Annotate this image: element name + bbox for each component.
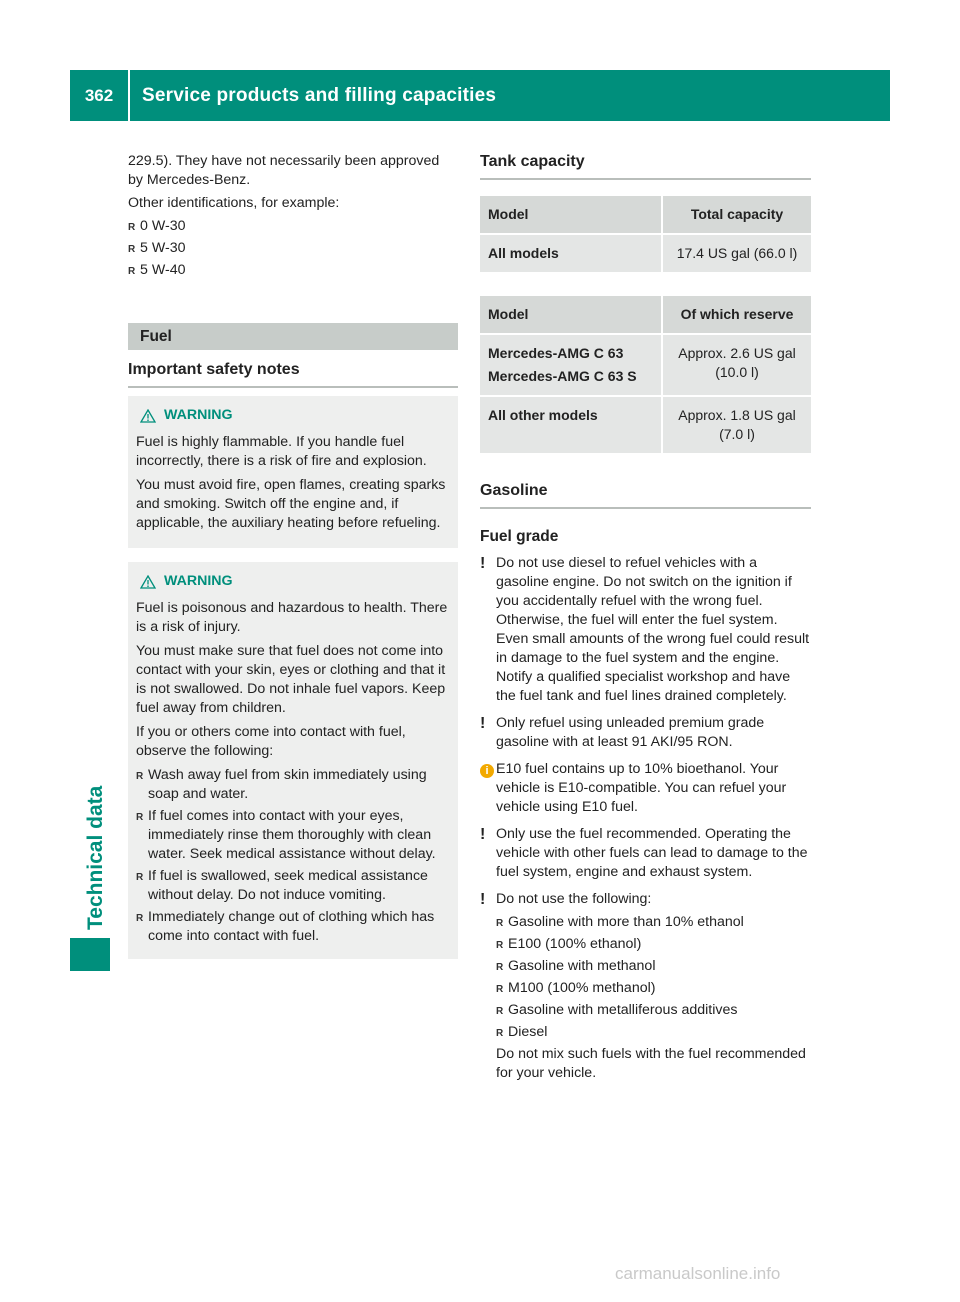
first-aid-list: [136, 766, 450, 946]
exclamation-icon: !: [480, 555, 486, 572]
note-text: Only use the fuel recommended. Operating the vehicle with other fuels can lead to damage to the fuel system, engine and exhaust system.: [496, 826, 808, 880]
examples-list: [128, 217, 458, 280]
list-item: R Gasoline with more than 10% ethanol: [496, 913, 811, 932]
table-cell: Approx. 2.6 US gal (10.0 l): [662, 334, 811, 396]
note-text: Do not mix such fuels with the fuel recommended for your vehicle.: [496, 1046, 806, 1081]
exclamation-icon: !: [480, 826, 486, 843]
note-text: Do not use the following:: [496, 891, 652, 907]
left-column: [128, 152, 458, 959]
caution-note: [480, 825, 811, 882]
warning-title: [136, 572, 450, 591]
warning-title: [136, 406, 450, 425]
table-header-row: [480, 296, 811, 334]
table-row: [480, 334, 811, 396]
table-header-cell: Total capacity: [662, 196, 811, 234]
warning-text: You must avoid fire, open flames, creating sparks and smoking. Switch off the engine and, if applicable, the auxiliary heating before refueling.: [136, 477, 446, 531]
table-header-row: [480, 196, 811, 234]
tank-capacity-heading: Tank capacity: [480, 152, 811, 180]
fuel-grade-heading: Fuel grade: [480, 528, 559, 545]
exclamation-icon: !: [480, 715, 486, 732]
note-body: [496, 890, 811, 1083]
warning-box: [128, 562, 458, 959]
warning-title-text: WARNING: [164, 573, 233, 589]
list-item: R 0 W-30: [128, 217, 458, 236]
table-row: [480, 396, 811, 453]
list-item: R Gasoline with methanol: [496, 957, 811, 976]
table-cell: Approx. 1.8 US gal (7.0 l): [662, 396, 811, 453]
section-band-fuel: Fuel: [128, 323, 458, 350]
warning-text: You must make sure that fuel does not come into contact with your skin, eyes or clothing and that it is not swallowed. Do not inhale fuel vapors. Keep fuel away from children.: [136, 643, 446, 716]
warning-box: [128, 396, 458, 548]
side-label-text: Technical data: [84, 785, 107, 930]
side-section-label: [70, 600, 110, 930]
table-header-cell: Of which reserve: [662, 296, 811, 334]
intro-text: 229.5). They have not necessarily been approved by Mercedes-Benz.: [128, 153, 440, 188]
right-column: [480, 152, 811, 1091]
safety-notes-heading: Important safety notes: [128, 350, 458, 388]
table-row: [480, 234, 811, 272]
list-item: R Wash away fuel from skin immediately using soap and water.: [136, 766, 450, 804]
table-cell: [480, 334, 662, 396]
tank-capacity-table: [480, 196, 811, 272]
caution-note: [480, 714, 811, 752]
warning-triangle-icon: [140, 409, 156, 423]
caution-note: [480, 890, 811, 1083]
note-text: Do not use diesel to refuel vehicles with a gasoline engine. Do not switch on the ignition if you accidentally refuel with the wrong fuel. Otherwise, the fuel will enter the fuel system. Even small amounts of the wrong fuel could result in damage to the fuel system and the engine. Notify a qualified specialist workshop and have the fuel tank and fuel lines drained completely.: [496, 555, 810, 704]
list-item: R Immediately change out of clothing which has come into contact with fuel.: [136, 908, 450, 946]
intro-text: Other identifications, for example:: [128, 195, 340, 211]
info-note: [480, 760, 811, 817]
prohibited-fuels-list: [496, 913, 811, 1042]
warning-text: If you or others come into contact with fuel, observe the following:: [136, 724, 406, 759]
list-item: R 5 W-30: [128, 239, 458, 258]
table-header-cell: Model: [480, 196, 662, 234]
list-item: R M100 (100% methanol): [496, 979, 811, 998]
warning-text: Fuel is poisonous and hazardous to health. There is a risk of injury.: [136, 600, 448, 635]
list-item: R Gasoline with metalliferous additives: [496, 1001, 811, 1020]
caution-note: [480, 554, 811, 706]
watermark: carmanualsonline.info: [615, 1264, 781, 1283]
page-title: Service products and filling capacities: [142, 85, 497, 106]
model-name: Mercedes-AMG C 63: [488, 345, 624, 361]
side-tab-marker: [70, 938, 110, 971]
table-cell: All models: [480, 234, 662, 272]
warning-text: Fuel is highly flammable. If you handle fuel incorrectly, there is a risk of fire and explosion.: [136, 434, 427, 469]
page-header: [70, 70, 890, 121]
note-text: E10 fuel contains up to 10% bioethanol. Your vehicle is E10-compatible. You can refuel your vehicle using E10 fuel.: [496, 761, 787, 815]
list-item: R Diesel: [496, 1023, 811, 1042]
gasoline-heading: Gasoline: [480, 471, 811, 509]
page-number: 362: [84, 86, 114, 105]
list-item: R E100 (100% ethanol): [496, 935, 811, 954]
exclamation-icon: !: [480, 891, 486, 908]
info-icon: i: [480, 764, 494, 778]
note-text: Only refuel using unleaded premium grade gasoline with at least 91 AKI/95 RON.: [496, 715, 765, 750]
list-item: R If fuel is swallowed, seek medical assistance without delay. Do not induce vomiting.: [136, 867, 450, 905]
list-item: R If fuel comes into contact with your eyes, immediately rinse them thoroughly with clean water. Seek medical assistance without delay.: [136, 807, 450, 864]
warning-title-text: WARNING: [164, 407, 233, 423]
model-name: Mercedes-AMG C 63 S: [488, 368, 637, 384]
table-cell: All other models: [480, 396, 662, 453]
table-header-cell: Model: [480, 296, 662, 334]
reserve-capacity-table: [480, 296, 811, 453]
list-item: R 5 W-40: [128, 261, 458, 280]
table-cell: 17.4 US gal (66.0 l): [662, 234, 811, 272]
warning-triangle-icon: [140, 575, 156, 589]
